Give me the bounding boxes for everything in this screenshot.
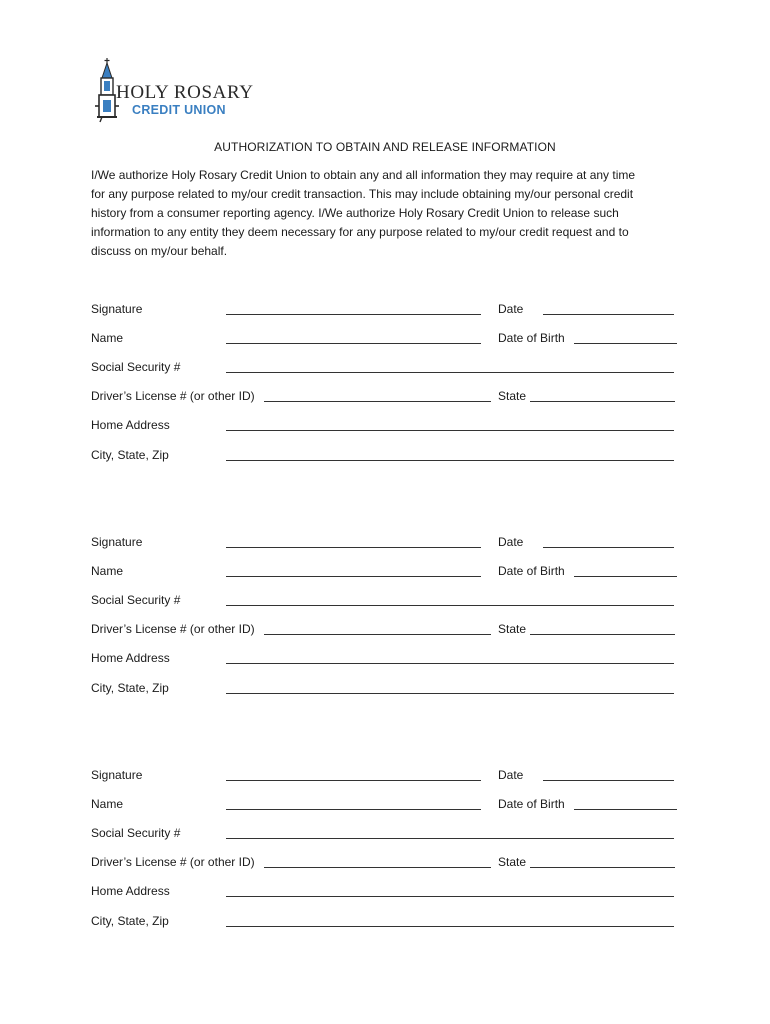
drivers-license-field[interactable]	[264, 401, 491, 402]
name-label: Name	[91, 797, 124, 812]
signature-label: Signature	[91, 535, 143, 549]
date-field[interactable]	[543, 547, 674, 548]
drivers-license-label: Driver’s License # (or other ID)	[91, 389, 255, 404]
name-field[interactable]	[226, 343, 481, 344]
ssn-row	[0, 593, 770, 611]
city-state-zip-field[interactable]	[226, 460, 674, 461]
city-state-zip-label: City, State, Zip	[91, 447, 169, 462]
signature-row	[0, 768, 770, 786]
home-address-row	[0, 418, 770, 436]
paragraph-line: information to any entity they deem necessary for any purpose related to my/our credit request and to	[91, 225, 629, 239]
paragraph-line: history from a consumer reporting agency. I/We authorize Holy Rosary Credit Union to release such	[91, 206, 619, 220]
signature-label: Signature	[91, 302, 143, 316]
city-state-zip-row	[0, 914, 770, 932]
ssn-label: Social Security #	[91, 360, 181, 375]
name-label: Name	[91, 564, 124, 579]
drivers-license-label: Driver’s License # (or other ID)	[91, 855, 255, 870]
ssn-label: Social Security #	[91, 826, 181, 841]
state-field[interactable]	[530, 401, 675, 402]
signature-row	[0, 535, 770, 553]
date-of-birth-field[interactable]	[574, 576, 677, 577]
home-address-field[interactable]	[226, 430, 674, 431]
drivers-license-field[interactable]	[264, 634, 491, 635]
state-field[interactable]	[530, 634, 675, 635]
name-row	[0, 564, 770, 582]
state-field[interactable]	[530, 867, 675, 868]
drivers-license-row	[0, 389, 770, 407]
date-label: Date	[498, 768, 524, 782]
paragraph-line: I/We authorize Holy Rosary Credit Union to obtain any and all information they may require at any time	[91, 168, 636, 182]
drivers-license-row	[0, 855, 770, 873]
date-of-birth-field[interactable]	[574, 809, 677, 810]
signature-field[interactable]	[226, 547, 481, 548]
ssn-field[interactable]	[226, 605, 674, 606]
city-state-zip-field[interactable]	[226, 926, 674, 927]
signature-row	[0, 302, 770, 320]
name-field[interactable]	[226, 576, 481, 577]
home-address-field[interactable]	[226, 896, 674, 897]
authorization-paragraph	[91, 166, 691, 261]
ssn-row	[0, 360, 770, 378]
date-of-birth-label: Date of Birth	[498, 564, 565, 579]
home-address-label: Home Address	[91, 651, 170, 666]
paragraph-line: for any purpose related to my/our credit transaction. This may include obtaining my/our personal credit	[91, 187, 634, 201]
city-state-zip-row	[0, 681, 770, 699]
date-of-birth-field[interactable]	[574, 343, 677, 344]
signature-field[interactable]	[226, 780, 481, 781]
home-address-label: Home Address	[91, 418, 170, 433]
date-of-birth-label: Date of Birth	[498, 331, 565, 346]
date-label: Date	[498, 535, 524, 549]
logo-name-line1: HOLY ROSARY	[116, 82, 254, 103]
home-address-row	[0, 651, 770, 669]
signature-label: Signature	[91, 768, 143, 782]
date-field[interactable]	[543, 780, 674, 781]
ssn-field[interactable]	[226, 838, 674, 839]
state-label: State	[498, 389, 527, 404]
home-address-row	[0, 884, 770, 902]
state-label: State	[498, 855, 527, 870]
drivers-license-field[interactable]	[264, 867, 491, 868]
ssn-field[interactable]	[226, 372, 674, 373]
city-state-zip-field[interactable]	[226, 693, 674, 694]
date-label: Date	[498, 302, 524, 316]
state-label: State	[498, 622, 527, 637]
name-label: Name	[91, 331, 124, 346]
drivers-license-label: Driver’s License # (or other ID)	[91, 622, 255, 637]
name-row	[0, 797, 770, 815]
holy-rosary-logo	[94, 58, 254, 126]
paragraph-line: discuss on my/our behalf.	[91, 244, 228, 258]
ssn-label: Social Security #	[91, 593, 181, 608]
name-row	[0, 331, 770, 349]
home-address-field[interactable]	[226, 663, 674, 664]
city-state-zip-label: City, State, Zip	[91, 680, 169, 695]
ssn-row	[0, 826, 770, 844]
home-address-label: Home Address	[91, 884, 170, 899]
city-state-zip-label: City, State, Zip	[91, 913, 169, 928]
logo-name-line2: CREDIT UNION	[132, 103, 226, 117]
form-title: AUTHORIZATION TO OBTAIN AND RELEASE INFORMATION	[214, 140, 556, 154]
date-of-birth-label: Date of Birth	[498, 797, 565, 812]
drivers-license-row	[0, 622, 770, 640]
date-field[interactable]	[543, 314, 674, 315]
name-field[interactable]	[226, 809, 481, 810]
signature-field[interactable]	[226, 314, 481, 315]
city-state-zip-row	[0, 448, 770, 466]
